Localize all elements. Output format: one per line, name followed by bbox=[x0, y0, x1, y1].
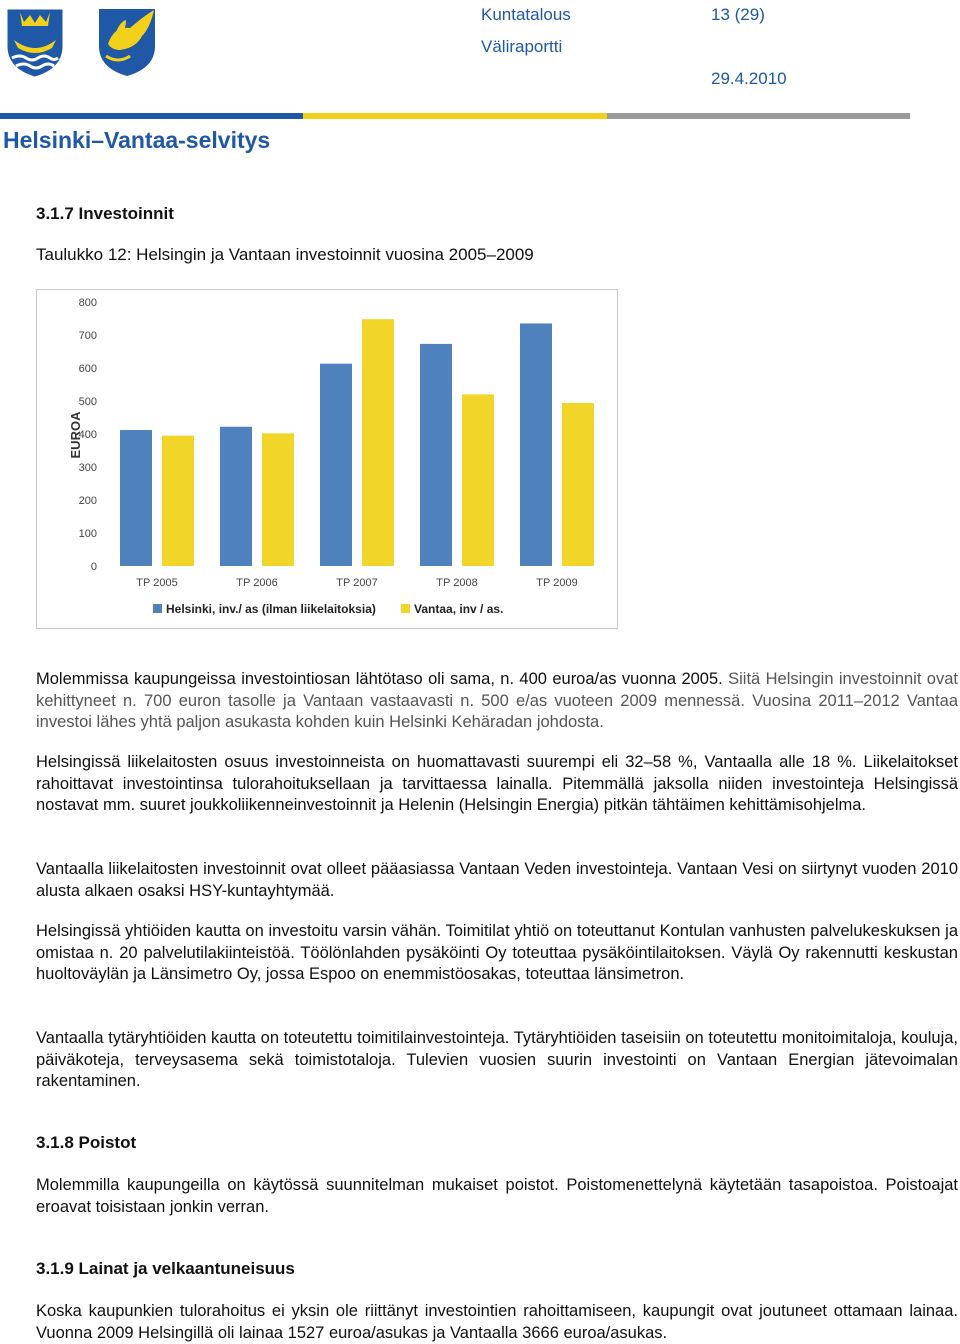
paragraph-helsinki-companies: Helsingissä yhtiöiden kautta on investoitu varsin vähän. Toimitilat yhtiö on toteuttanut Kontulan vanhusten palvelukeskuksen ja omistaa n. 20 palvelutilakiinteistöä. Töölönlahden pysäköinti Oy toteuttaa pysäköintilaitoksen. Väylä Oy rakennutti keskustan huoltoväylän ja Länsimetro Oy, jossa Espoo on enemmistöosakas, toteuttaa länsimetron. bbox=[36, 922, 958, 983]
y-tick-label: 500 bbox=[78, 396, 97, 408]
x-tick-label: TP 2009 bbox=[536, 577, 578, 589]
chart-ylabel: EUROA bbox=[68, 411, 83, 459]
y-tick-label: 300 bbox=[78, 462, 97, 474]
header-date: 29.4.2010 bbox=[711, 69, 787, 88]
paragraph-utilities-share: Helsingissä liikelaitosten osuus investoinneista on huomattavasti suurempi eli 32–58 %, Vantaalla alle 18 %. Liikelaitokset rahoittavat investointinsa tulorahoituksellaan ja tarvittaessa lainalla. Pitemmällä jaksolla niiden investointeja Helsingissä nostavat mm. suuret joukkoliikenneinvestoinnit ja Helenin (Helsingin Energia) pitkän tähtäimen kehittämisohjelma. bbox=[36, 753, 958, 814]
paragraph-depreciation: Molemmilla kaupungeilla on käytössä suunnitelman mukaiset poistot. Poistomenettelynä käytetään tasapoistoa. Poistoajat eroavat toisistaan jonkin verran. bbox=[36, 1176, 958, 1216]
x-tick-label: TP 2005 bbox=[136, 577, 178, 589]
paragraph-level-comparison-black: Molemmissa kaupungeissa investointiosan lähtötaso oli sama, n. 400 euroa/as vuonna 2005. bbox=[36, 670, 723, 688]
header-rule-grey bbox=[607, 113, 910, 119]
paragraph-vantaa-utilities: Vantaalla liikelaitosten investoinnit ovat olleet pääasiassa Vantaan Veden investointeja. Vantaan Vesi on siirtynyt vuoden 2010 alusta alkaen osaksi HSY-kuntayhtymää. bbox=[36, 860, 958, 900]
header-page-number: 13 (29) bbox=[711, 5, 765, 24]
y-tick-label: 700 bbox=[78, 330, 97, 342]
bar-helsinki-tp-2008 bbox=[420, 344, 452, 566]
paragraph-level-comparison-grey: Siitä Helsingin investoinnit ovat kehittyneet n. 700 euron tasolle ja Vantaan vastaavasti n. 500 e/as vuoteen 2009 mennessä. Vuosina 2011–2012 Vantaa investoi lähes yhtä paljon asukasta kohden kuin Helsinki Kehäradan johdosta. bbox=[36, 670, 958, 731]
header-rule-blue bbox=[0, 113, 303, 119]
y-tick-label: 0 bbox=[90, 561, 97, 573]
y-tick-label: 800 bbox=[78, 297, 97, 309]
document-title: Helsinki–Vantaa-selvitys bbox=[3, 127, 271, 153]
bar-vantaa-tp-2005 bbox=[162, 436, 194, 566]
bar-helsinki-tp-2006 bbox=[220, 427, 252, 566]
header-org: Kuntatalous bbox=[481, 5, 571, 24]
investment-chart bbox=[36, 289, 618, 629]
paragraph-vantaa-subsidiaries: Vantaalla tytäryhtiöiden kautta on toteutettu toimitilainvestointeja. Tytäryhtiöiden taseisiin on toteutettu monitoimitaloja, kouluja, päiväkoteja, terveysasema sekä toimistotaloja. Tulevien vuosien suurin investointi on Vantaan Energian jätevoimalan rakentaminen. bbox=[36, 1029, 958, 1090]
bar-helsinki-tp-2009 bbox=[520, 323, 552, 566]
y-tick-label: 100 bbox=[78, 528, 97, 540]
section-heading-loans: 3.1.9 Lainat ja velkaantuneisuus bbox=[36, 1259, 295, 1278]
header-rule-yellow bbox=[303, 113, 607, 119]
table-caption: Taulukko 12: Helsingin ja Vantaan investoinnit vuosina 2005–2009 bbox=[36, 245, 534, 264]
section-heading-investments: 3.1.7 Investoinnit bbox=[36, 204, 174, 223]
helsinki-crest-icon bbox=[4, 6, 66, 78]
bar-vantaa-tp-2006 bbox=[262, 433, 294, 566]
vantaa-crest-icon bbox=[96, 6, 158, 78]
x-tick-label: TP 2007 bbox=[336, 577, 378, 589]
bar-helsinki-tp-2007 bbox=[320, 364, 352, 566]
section-heading-depreciation: 3.1.8 Poistot bbox=[36, 1133, 137, 1152]
x-tick-label: TP 2008 bbox=[436, 577, 478, 589]
legend-swatch-helsinki bbox=[153, 604, 162, 613]
legend-label-vantaa: Vantaa, inv / as. bbox=[414, 602, 504, 616]
paragraph-loans: Koska kaupunkien tulorahoitus ei yksin ole riittänyt investointien rahoittamiseen, kaupungit ovat joutuneet ottamaan lainaa. Vuonna 2009 Helsingillä oli lainaa 1527 euroa/asukas ja Vantaalla 3666 euroa/asukas. bbox=[36, 1302, 958, 1342]
bar-helsinki-tp-2005 bbox=[120, 430, 152, 566]
y-tick-label: 600 bbox=[78, 363, 97, 375]
y-tick-label: 200 bbox=[78, 495, 97, 507]
y-tick-label: 400 bbox=[78, 429, 97, 441]
chart-canvas bbox=[37, 290, 617, 628]
paragraph-level-comparison bbox=[36, 669, 958, 734]
legend-label-helsinki: Helsinki, inv./ as (ilman liikelaitoksia) bbox=[166, 602, 376, 616]
bar-vantaa-tp-2007 bbox=[362, 319, 394, 566]
bar-vantaa-tp-2009 bbox=[562, 403, 594, 566]
header-report-type: Väliraportti bbox=[481, 37, 563, 56]
bar-vantaa-tp-2008 bbox=[462, 394, 494, 566]
legend-swatch-vantaa bbox=[401, 604, 410, 613]
x-tick-label: TP 2006 bbox=[236, 577, 278, 589]
